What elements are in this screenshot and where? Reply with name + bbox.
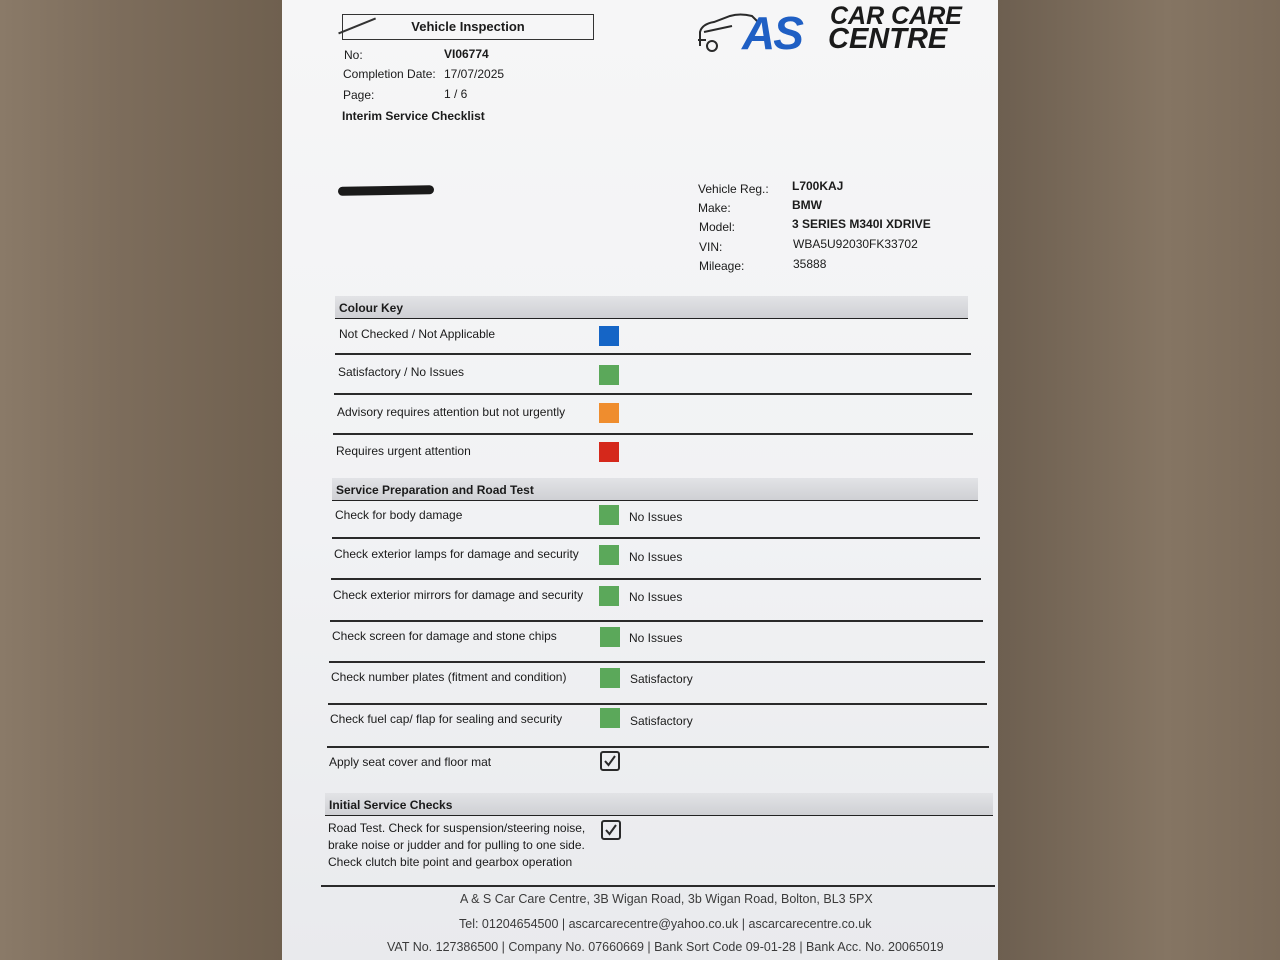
mileage-value: 35888 xyxy=(793,257,827,271)
redacted-customer-name xyxy=(338,185,434,196)
check-label-exterior-lamps: Check exterior lamps for damage and security xyxy=(334,547,579,561)
check-label-seat-cover: Apply seat cover and floor mat xyxy=(329,755,492,769)
row-divider xyxy=(334,393,972,395)
checkmark-icon xyxy=(603,754,617,768)
status-swatch xyxy=(600,668,620,688)
mileage-label: Mileage: xyxy=(699,259,745,273)
check-status-body-damage: No Issues xyxy=(629,510,683,524)
check-status-fuel-cap: Satisfactory xyxy=(630,714,693,728)
footer-contact: Tel: 01204654500 | ascarcarecentre@yahoo.co.uk | ascarcarecentre.co.uk xyxy=(459,917,872,931)
check-status-screen: No Issues xyxy=(629,631,683,645)
inspection-number-label: No: xyxy=(344,48,363,62)
road-test-line-2: brake noise or judder and for pulling to one side. xyxy=(328,838,585,852)
row-divider xyxy=(327,746,989,748)
red-swatch xyxy=(599,442,619,462)
check-label-number-plates: Check number plates (fitment and condition) xyxy=(331,670,567,684)
checkmark-icon xyxy=(604,823,618,837)
make-value: BMW xyxy=(792,198,822,212)
colour-key-title: Colour Key xyxy=(339,301,404,315)
status-swatch xyxy=(599,545,619,565)
blue-swatch xyxy=(599,326,619,346)
table-surface-right xyxy=(998,0,1280,960)
document-title-box xyxy=(342,14,594,40)
model-label: Model: xyxy=(699,220,736,234)
service-prep-header xyxy=(332,478,978,501)
vehicle-reg-value: L700KAJ xyxy=(792,179,844,193)
service-prep-title: Service Preparation and Road Test xyxy=(336,483,534,497)
document-title: Vehicle Inspection xyxy=(411,19,525,34)
key-label-advisory: Advisory requires attention but not urgently xyxy=(337,405,566,419)
key-label-not-checked: Not Checked / Not Applicable xyxy=(339,327,496,341)
initial-checks-title: Initial Service Checks xyxy=(329,798,453,812)
page-label: Page: xyxy=(343,88,375,102)
check-status-number-plates: Satisfactory xyxy=(630,672,693,686)
completion-date-value: 17/07/2025 xyxy=(444,67,505,81)
key-label-satisfactory: Satisfactory / No Issues xyxy=(338,365,465,379)
status-swatch xyxy=(599,586,619,606)
page-value: 1 / 6 xyxy=(444,87,468,101)
vin-value: WBA5U92030FK33702 xyxy=(793,237,918,251)
orange-swatch xyxy=(599,403,619,423)
road-test-line-1: Road Test. Check for suspension/steering noise, xyxy=(328,821,586,835)
logo-line-1: CAR CARE xyxy=(830,2,962,30)
checklist-name: Interim Service Checklist xyxy=(342,109,485,123)
inspection-sheet xyxy=(282,0,998,960)
status-swatch xyxy=(599,505,619,525)
road-test-line-3: Check clutch bite point and gearbox operation xyxy=(328,855,573,869)
logo-initials: AS xyxy=(742,7,802,59)
footer-address: A & S Car Care Centre, 3B Wigan Road, 3b Wigan Road, Bolton, BL3 5PX xyxy=(460,892,873,906)
seat-cover-checkbox[interactable] xyxy=(600,751,620,771)
road-test-checkbox[interactable] xyxy=(601,820,621,840)
check-label-exterior-mirrors: Check exterior mirrors for damage and security xyxy=(333,588,584,602)
status-swatch xyxy=(600,708,620,728)
row-divider xyxy=(329,661,985,663)
green-swatch xyxy=(599,365,619,385)
check-status-exterior-mirrors: No Issues xyxy=(629,590,683,604)
initial-checks-header xyxy=(325,793,993,816)
footer-company-details: VAT No. 127386500 | Company No. 07660669 | Bank Sort Code 09-01-28 | Bank Acc. No. 20065019 xyxy=(387,940,944,954)
company-logo xyxy=(696,2,962,60)
row-divider xyxy=(335,353,971,355)
row-divider xyxy=(331,578,981,580)
completion-date-label: Completion Date: xyxy=(343,67,436,81)
model-value: 3 SERIES M340I XDRIVE xyxy=(792,217,931,231)
row-divider xyxy=(333,433,973,435)
logo-line-2: CENTRE xyxy=(828,23,948,55)
make-label: Make: xyxy=(698,201,731,215)
colour-key-header xyxy=(335,296,968,319)
vin-label: VIN: xyxy=(699,240,723,254)
row-divider xyxy=(328,703,987,705)
footer-divider xyxy=(321,885,995,887)
status-swatch xyxy=(600,627,620,647)
check-label-body-damage: Check for body damage xyxy=(335,508,463,522)
check-status-exterior-lamps: No Issues xyxy=(629,550,683,564)
vehicle-reg-label: Vehicle Reg.: xyxy=(698,182,769,196)
key-label-urgent: Requires urgent attention xyxy=(336,444,471,458)
check-label-fuel-cap: Check fuel cap/ flap for sealing and security xyxy=(330,712,563,726)
row-divider xyxy=(332,537,980,539)
row-divider xyxy=(330,620,983,622)
table-surface-left xyxy=(0,0,282,960)
check-label-screen: Check screen for damage and stone chips xyxy=(332,629,557,643)
inspection-number-value: VI06774 xyxy=(444,47,489,61)
